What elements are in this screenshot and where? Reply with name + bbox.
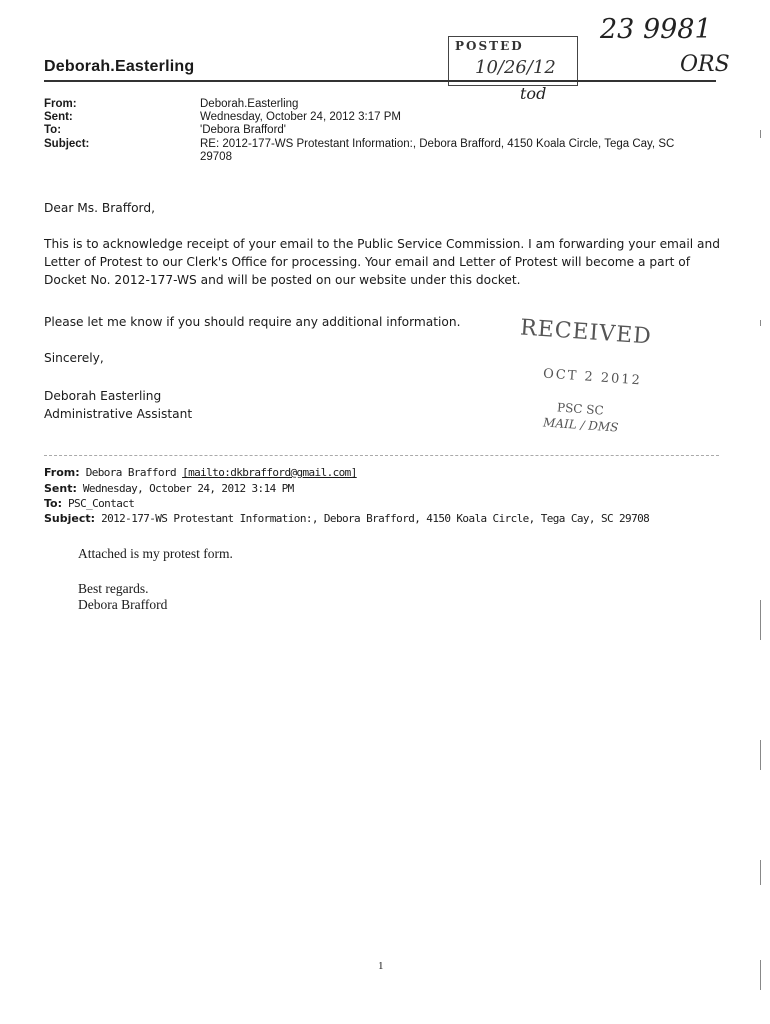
body-paragraph-1-line-2: Letter of Protest to our Clerk's Office for processing. Your email and Letter of Protest will become a part of (44, 255, 690, 269)
scan-edge-mark (760, 600, 761, 640)
body-paragraph-2: Please let me know if you should require any additional information. (44, 315, 461, 329)
subject-line-1: RE: 2012-177-WS Protestant Information:, Debora Brafford, 4150 Koala Circle, Tega Cay, SC (200, 138, 675, 150)
scan-edge-mark (760, 130, 761, 138)
forwarded-from-label: From: (44, 466, 80, 479)
forwarded-sender: Debora Brafford (78, 597, 168, 612)
received-stamp-date: OCT 2 2012 (542, 366, 643, 389)
scan-edge-mark (760, 860, 761, 885)
to-value: 'Debora Brafford' (200, 124, 287, 136)
received-stamp-dept: MAIL / DMS (542, 415, 619, 435)
closing: Sincerely, (44, 351, 104, 365)
scan-edge-mark (760, 740, 761, 770)
to-label: To: (44, 124, 62, 136)
forwarded-to-row (44, 497, 134, 510)
posted-stamp-date: 10/26/12 (475, 57, 556, 78)
body-paragraph-1-line-3: Docket No. 2012-177-WS and will be posted on our website under this docket. (44, 273, 521, 287)
forwarded-subject-value: 2012-177-WS Protestant Information:, Debora Brafford, 4150 Koala Circle, Tega Cay, SC 29708 (101, 512, 650, 525)
forwarded-from-value: Debora Brafford (85, 466, 177, 479)
forwarded-body-line: Attached is my protest form. (78, 546, 233, 561)
subject-label: Subject: (44, 138, 90, 150)
title-divider (44, 80, 716, 82)
sent-value: Wednesday, October 24, 2012 3:17 PM (200, 111, 401, 123)
forwarded-subject-row (44, 512, 649, 525)
forwarded-to-label: To: (44, 497, 62, 510)
forwarded-from-row (44, 466, 357, 479)
posted-stamp-word: POSTED (455, 39, 524, 53)
received-stamp-word: RECEIVED (519, 315, 653, 350)
forwarded-sent-label: Sent: (44, 482, 77, 495)
received-stamp (515, 315, 685, 440)
forwarded-email-link[interactable]: [mailto:dkbrafford@gmail.com] (182, 466, 357, 479)
sent-label: Sent: (44, 111, 73, 123)
document-title: Deborah.Easterling (44, 58, 195, 75)
forwarded-sent-value: Wednesday, October 24, 2012 3:14 PM (82, 482, 294, 495)
subject-line-2: 29708 (200, 151, 232, 163)
forwarded-sent-row (44, 482, 294, 495)
forwarded-to-value: PSC_Contact (68, 497, 135, 510)
page-number: 1 (378, 960, 384, 972)
handwritten-doc-number: 23 9981 (600, 14, 712, 45)
signature-title: Administrative Assistant (44, 407, 193, 421)
greeting: Dear Ms. Brafford, (44, 201, 155, 215)
forward-separator (44, 455, 719, 456)
signature-name: Deborah Easterling (44, 389, 162, 403)
forwarded-regards: Best regards. (78, 581, 149, 596)
scan-edge-mark (760, 960, 761, 990)
posted-stamp (448, 36, 578, 86)
body-paragraph-1-line-1: This is to acknowledge receipt of your email to the Public Service Commission. I am forwarding your email and (44, 237, 720, 251)
body-paragraph-1 (44, 235, 734, 289)
handwritten-mark: tod (520, 84, 547, 103)
handwritten-initials: ORS (680, 52, 730, 77)
from-label: From: (44, 98, 77, 110)
scan-edge-mark (760, 320, 761, 326)
received-stamp-office: PSC SC (556, 400, 605, 418)
from-value: Deborah.Easterling (200, 98, 299, 110)
forwarded-subject-label: Subject: (44, 512, 96, 525)
